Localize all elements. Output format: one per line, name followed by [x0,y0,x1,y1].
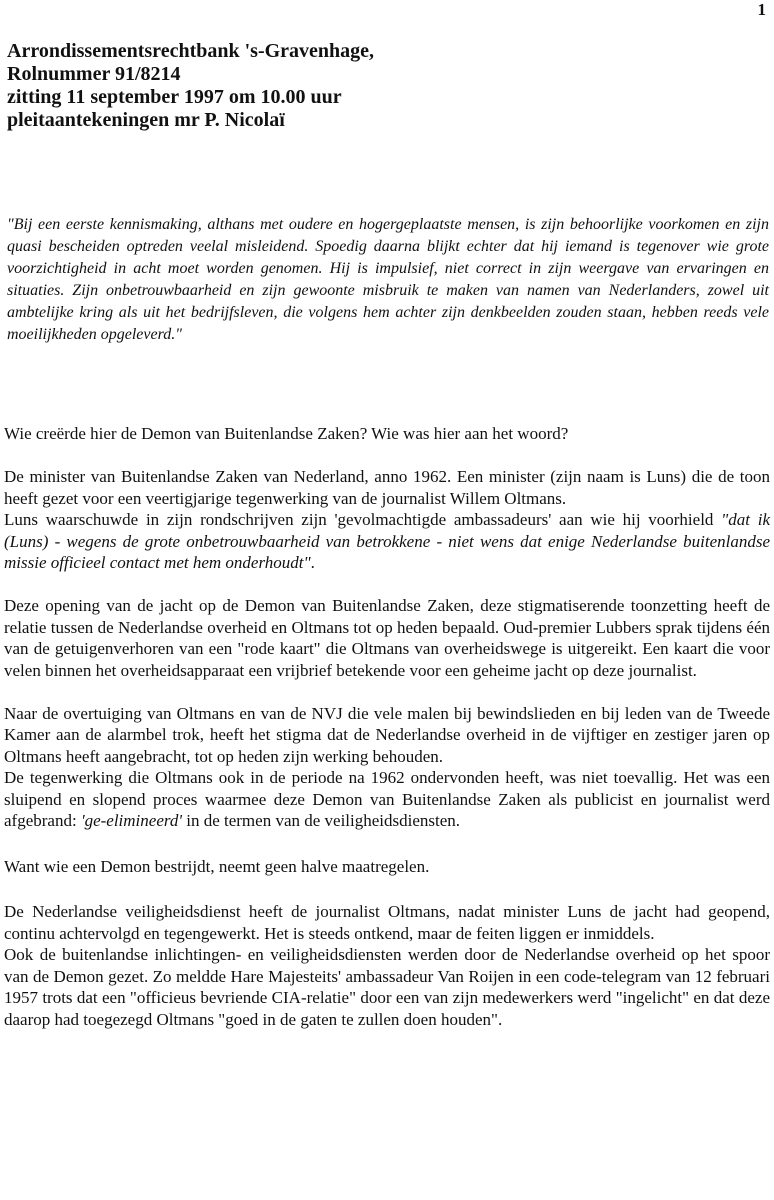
paragraph-opposition-end: in de termen van de veiligheidsdiensten. [181,811,461,830]
eliminated-term: 'ge-elimineerd' [80,811,182,830]
document-header [7,40,374,132]
opening-quote: "Bij een eerste kennismaking, althans met oudere en hogergeplaatste mensen, is zijn behoorlijke voorkomen en zijn quasi bescheiden optreden veelal misleidend. Spoedig daarna blijkt echter dat hij iemand is tegenover wie grote voorzichtigheid in acht moet worden genomen. Hij is impulsief, niet correct in zijn weergave van ervaringen en situaties. Zijn onbetrouwbaarheid en zijn gewoonte misbruik te maken van namen van Nederlanders, zowel uit ambtelijke kring als uit het bedrijfsleven, die volgens hem achter zijn denkbeelden zouden staan, hebben reeds vele moeilijkheden opgeleverd." [7,216,769,343]
luns-quote: "dat ik (Luns) - wegens de grote onbetrouwbaarheid van betrokkene - niet wens dat enige Nederlandse buitenlandse missie officieel contact met hem onderhoudt" [4,510,770,572]
session-date: zitting 11 september 1997 om 10.00 uur [7,86,342,108]
page-number: 1 [757,0,766,19]
paragraph-question: Wie creërde hier de Demon van Buitenlandse Zaken? Wie was hier aan het woord? [4,424,569,443]
document-body [4,423,770,1030]
paragraph-luns-warning [4,509,770,574]
pleading-notes-title: pleitaantekeningen mr P. Nicolaï [7,109,285,131]
paragraph-opening-hunt: Deze opening van de jacht op de Demon van Buitenlandse Zaken, deze stigmatiserende toonzetting heeft de relatie tussen de Nederlandse overheid en Oltmans tot op heden bepaald. Oud-premier Lubbers sprak tijdens één van de getuigenverhoren van een "rode kaart" die Oltmans van overheidswege is uitgereikt. Een kaart die voor velen binnen het overheidsapparaat een vrijbrief betekende voor een geheime jacht op deze journalist. [4,596,770,680]
paragraph-opposition [4,767,770,832]
paragraph-conviction: Naar de overtuiging van Oltmans en van de NVJ die vele malen bij bewindslieden en bij leden van de Tweede Kamer aan de alarmbel trok, heeft het stigma dat de Nederlandse overheid in de vijftiger en zestiger jaren op Oltmans heeft aangebracht, tot op heden zijn werking behouden. [4,703,770,766]
paragraph-foreign-services: Ook de buitenlandse inlichtingen- en veiligheidsdiensten werden door de Nederlandse overheid op het spoor van de Demon gezet. Zo meldde Hare Majesteits' ambassadeur Van Roijen in een code-telegram van 12 februari 1957 trots dat een "officieus bevriende CIA-relatie" door een van zijn medewerkers werd "ingelicht" en dat deze daarop had toegezegd Oltmans "goed in de gaten te zullen doen houden". [4,945,770,1029]
paragraph-luns-warning-end: . [310,553,315,572]
paragraph-minister: De minister van Buitenlandse Zaken van Nederland, anno 1962. Een minister (zijn naam is Luns) die de toon heeft gezet voor een veertigjarige tegenwerking van de journalist Willem Oltmans. [4,467,770,508]
paragraph-opposition-text: De tegenwerking die Oltmans ook in de periode na 1962 ondervonden heeft, was niet toevallig. Het was een sluipend en slopend proces waarmee deze Demon van Buitenlandse Zaken als publicist en journalist werd afgebrand: [4,768,770,830]
paragraph-luns-warning-text: Luns waarschuwde in zijn rondschrijven zijn 'gevolmachtigde ambassadeurs' aan wie hij voorhield [4,510,722,529]
paragraph-security-service: De Nederlandse veiligheidsdienst heeft de journalist Oltmans, nadat minister Luns de jacht had geopend, continu achtervolgd en tegengewerkt. Het is steeds ontkend, maar de feiten liggen er inmiddels. [4,902,770,943]
court-name: Arrondissementsrechtbank 's-Gravenhage, [7,40,375,62]
paragraph-demon-fight: Want wie een Demon bestrijdt, neemt geen halve maatregelen. [4,856,430,876]
case-number: Rolnummer 91/8214 [7,63,181,85]
